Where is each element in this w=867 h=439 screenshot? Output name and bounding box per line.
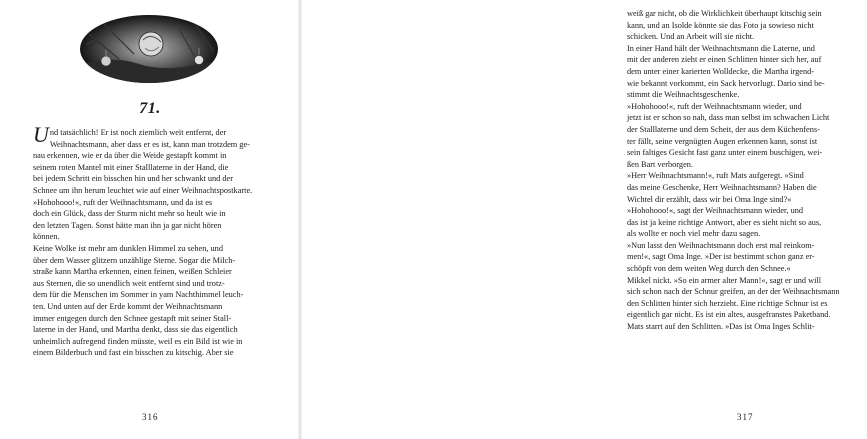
right-page	[300, 0, 840, 439]
text-line: den letzten Tagen. Sonst hätte man ihn ja gar nicht hören	[33, 220, 222, 230]
text-line: das ist ja keine richtige Antwort, aber es sieht nicht so aus,	[627, 217, 822, 227]
text-line: doch ein Glück, dass der Sturm nicht mehr so heult wie in	[33, 209, 226, 219]
text-line: dem unter einer karierten Wolldecke, die Martha irgend-	[627, 66, 815, 76]
text-line: »Herr Weihnachtsmann!«, ruft Mats aufgeregt. »Sind	[627, 171, 804, 181]
text-line: Wichtel dir erzählt, dass wir bei Oma Inge sind?«	[627, 194, 792, 204]
right-page-body-text	[627, 8, 867, 333]
left-page-body-text	[33, 122, 272, 359]
left-page	[0, 0, 300, 439]
page-number: 316	[142, 412, 159, 422]
text-line: bei jedem Schritt ein bisschen hin und her schwankt und der	[33, 174, 234, 184]
text-line: schöpft von dem weiten Weg durch den Schnee.«	[627, 264, 791, 274]
text-line: einem Bilderbuch und fast ein bisschen zu kitschig. Aber sie	[33, 348, 234, 358]
text-line: den Schlitten hinter sich herzieht. Eine richtige Schnur ist es	[627, 298, 828, 308]
text-line: können.	[33, 232, 60, 242]
text-line: ßen Bart verborgen.	[627, 159, 693, 169]
text-line: nau erkennen, wie er da über die Weide gestapft kommt in	[33, 151, 227, 161]
text-line: ter fällt, seine vergnügten Augen erkennen kann, sonst ist	[627, 136, 818, 146]
text-line: der Stalllaterne und dem Scheit, der aus dem Küchenfens-	[627, 124, 820, 134]
text-line: mit der anderen zieht er einen Schlitten hinter sich her, auf	[627, 55, 822, 65]
text-line: immer entgegen durch den Schnee gestapft mit seiner Stall-	[33, 313, 232, 323]
christmas-vignette-illustration	[79, 14, 219, 84]
text-line: ten. Und unten auf der Erde kommt der Weihnachtsmann	[33, 301, 223, 311]
text-line: sich schon nach der Schnur greifen, an der der Weihnachtsmann	[627, 287, 840, 297]
text-line: »Hohohooo!«, ruft der Weihnachtsmann wieder, und	[627, 101, 802, 111]
text-line: nd tatsächlich! Er ist noch ziemlich weit entfernt, der	[49, 128, 227, 137]
text-line: Keine Wolke ist mehr am dunklen Himmel zu sehen, und	[33, 243, 223, 253]
page-number: 317	[737, 412, 754, 422]
text-line: laterne in der Hand, und Martha denkt, dass sie das eigentlich	[33, 325, 238, 335]
text-line: straße kann Martha erkennen, einen feinen, weißen Schleier	[33, 267, 232, 277]
text-line: jetzt ist er schon so nah, dass man selbst im schwachen Licht	[627, 113, 830, 123]
text-line: über dem Wasser glitzern unzählige Sterne. Sogar die Milch-	[33, 255, 236, 265]
text-line: »Hohohooo!«, sagt der Weihnachtsmann wieder, und	[627, 206, 804, 216]
text-line: men!«, sagt Oma Inge. »Der ist bestimmt schon ganz er-	[627, 252, 815, 262]
text-line: Mikkel nickt. »So ein armer alter Mann!«, sagt er und will	[627, 275, 822, 285]
text-line: Schnee um ihn herum leuchtet wie auf einer Weihnachtspostkarte.	[33, 185, 253, 195]
text-line: stimmt die Weihnachtsgeschenke.	[627, 90, 740, 100]
text-line: weiß gar nicht, ob die Wirklichkeit überhaupt kitschig sein	[627, 9, 822, 18]
text-line: das meine Geschenke, Herr Weihnachtsmann? Haben die	[627, 182, 817, 192]
text-line: unheimlich aufregend finden müsste, weil es ein Bild ist wie in	[33, 336, 243, 346]
text-line: »Nun lasst den Weihnachtsmann doch erst mal reinkom-	[627, 240, 815, 250]
text-line: schicken. Und an Arbeit will sie nicht.	[627, 32, 755, 42]
text-line: sein faltiges Gesicht fast ganz unter einem buschigen, wei-	[627, 148, 823, 158]
text-line: »Hohohooo!«, ruft der Weihnachtsmann, und da ist es	[33, 197, 213, 207]
text-line: In einer Hand hält der Weihnachtsmann die Laterne, und	[627, 43, 815, 53]
text-line: Mats starrt auf den Schlitten. »Das ist Oma Inges Schlit-	[627, 322, 815, 332]
text-line: dem für die Menschen im Sommer in yam Nachthimmel leuch-	[33, 290, 244, 300]
text-line: wie bekannt vorkommt, ein Sack hervorlugt. Dario sind be-	[627, 78, 825, 88]
text-line: seinem roten Mantel mit einer Stalllaterne in der Hand, die	[33, 162, 229, 172]
text-line: Weihnachtsmann, aber dass er es ist, kann man trotzdem ge-	[49, 139, 250, 149]
chapter-number: 71.	[139, 100, 161, 117]
drop-cap-initial: U	[33, 122, 49, 147]
text-line: kann, und an Isolde könnte sie das Foto ja sowieso nicht	[627, 20, 814, 30]
text-line: aus Sternen, die so unendlich weit entfernt sind und trotz-	[33, 278, 225, 288]
text-line: eigentlich gar nicht. Es ist ein altes, ausgefranstes Paketband.	[627, 310, 831, 320]
text-line: als wollte er noch viel mehr dazu sagen.	[627, 229, 761, 239]
